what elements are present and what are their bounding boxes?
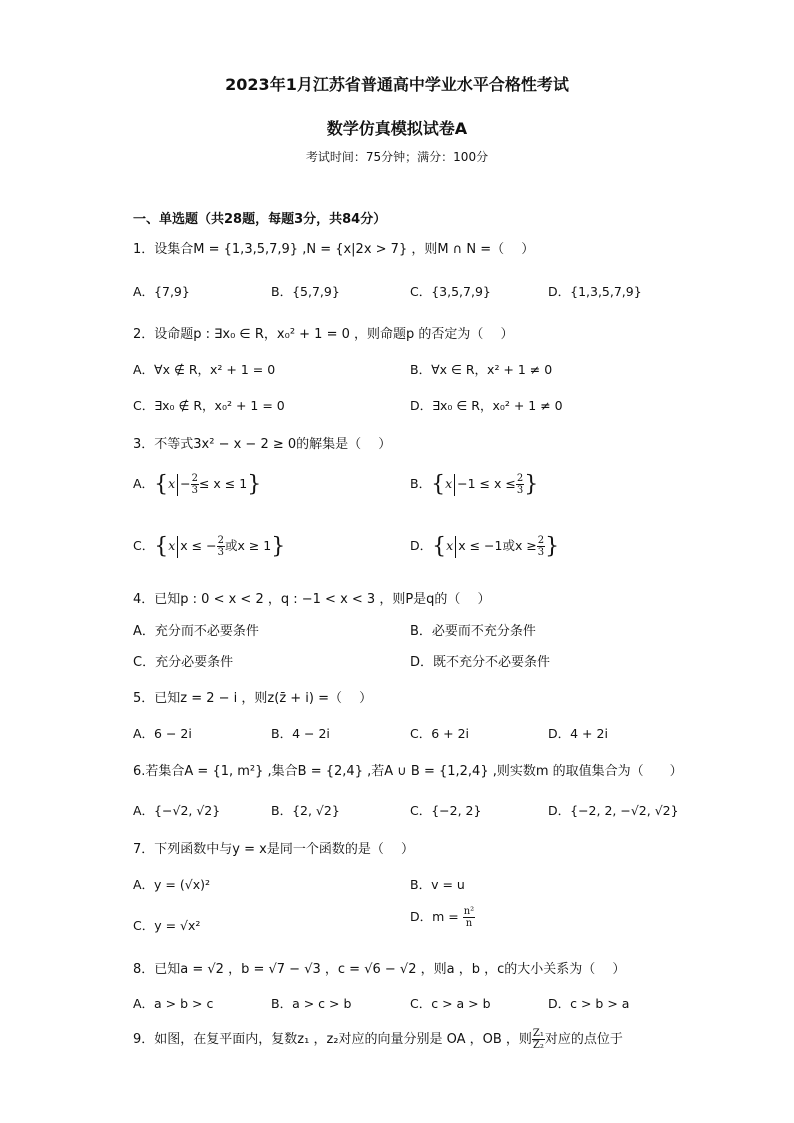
- question-3-stem: 3．不等式3x² − x − 2 ≥ 0的解集是（ ）: [133, 437, 392, 452]
- option-label: D．m =: [410, 909, 459, 924]
- question-6-option-d: D．{−2, 2, −√2, √2}: [548, 803, 679, 818]
- question-7-stem: 7．下列函数中与y = x是同一个函数的是（ ）: [133, 842, 414, 857]
- set-condition-pre: −: [180, 476, 191, 491]
- set-condition-pre: −1 ≤ x ≤: [457, 476, 516, 491]
- question-1-option-a: A．{7,9}: [133, 284, 190, 299]
- question-5-option-b: B．4 − 2i: [271, 726, 330, 741]
- question-2-option-d: D．∃x₀ ∈ R，x₀² + 1 ≠ 0: [410, 398, 563, 413]
- question-2-option-a: A．∀x ∉ R，x² + 1 = 0: [133, 362, 276, 377]
- exam-info: 考试时间：75分钟；满分：100分: [305, 150, 489, 164]
- question-4-stem: 4．已知p : 0 < x < 2 ，q : −1 < x < 3 ，则P是q的（ ）: [133, 592, 491, 607]
- option-label: D．: [410, 538, 433, 553]
- question-4-option-c: C．充分必要条件: [133, 655, 234, 670]
- option-label: B．: [410, 476, 432, 491]
- question-9-stem: [133, 1028, 623, 1051]
- question-3-option-c: C．{x x ≤ − $\frac{2}{3}$ 或x ≥ 1}: [133, 534, 286, 559]
- question-2-option-c: C．∃x₀ ∉ R，x₀² + 1 = 0: [133, 398, 285, 413]
- question-3-option-d: D．{x x ≤ −1或x ≥ $\frac{2}{3}$ }: [410, 534, 560, 559]
- question-5-stem: 5．已知z = 2 − i ，则z(z̄ + i) =（ ）: [133, 691, 373, 706]
- fraction: $\frac{2}{3}$: [217, 535, 224, 558]
- set-variable: x: [168, 538, 176, 553]
- question-8-option-b: B．a > c > b: [271, 996, 352, 1011]
- question-3-option-a: A．{x − $\frac{2}{3}$ ≤ x ≤ 1}: [133, 472, 262, 497]
- question-4-option-b: B．必要而不充分条件: [410, 624, 536, 639]
- question-8-option-c: C．c > a > b: [410, 996, 491, 1011]
- question-5-option-d: D．4 + 2i: [548, 726, 608, 741]
- question-8-option-a: A．a > b > c: [133, 996, 214, 1011]
- fraction: $\frac{2}{3}$: [191, 473, 198, 496]
- question-9-stem-pre: 9．如图，在复平面内，复数z₁ ，z₂对应的向量分别是 OA ，OB ，则: [133, 1032, 532, 1047]
- fraction: $\frac{\text{Z₁}}{\text{Z₂}}$: [532, 1028, 544, 1051]
- question-2-option-b: B．∀x ∈ R，x² + 1 ≠ 0: [410, 362, 553, 377]
- option-label: A．: [133, 476, 155, 491]
- question-5-option-a: A．6 − 2i: [133, 726, 192, 741]
- section-heading: 一、单选题（共28题，每题3分，共84分）: [133, 212, 387, 227]
- question-6-stem: 6.若集合A = {1, m²} ,集合B = {2,4} ,若A ∪ B = {1,2,4} ,则实数m 的取值集合为（ ）: [133, 764, 683, 779]
- question-7-option-c: C．y = √x²: [133, 918, 201, 933]
- question-1-option-d: D．{1,3,5,7,9}: [548, 284, 642, 299]
- question-3-option-b: B．{x −1 ≤ x ≤ $\frac{2}{3}$ }: [410, 472, 539, 497]
- paper-title: 数学仿真模拟试卷A: [326, 119, 468, 138]
- option-label: C．: [133, 538, 155, 553]
- question-5-option-c: C．6 + 2i: [410, 726, 470, 741]
- question-6-option-a: A．{−√2, √2}: [133, 803, 221, 818]
- question-1-option-c: C．{3,5,7,9}: [410, 284, 491, 299]
- fraction: $\frac{2}{3}$: [516, 473, 524, 496]
- question-2-stem: 2．设命题p : ∃x₀ ∈ R，x₀² + 1 = 0 ，则命题p 的否定为（ ）: [133, 327, 514, 342]
- question-4-option-a: A．充分而不必要条件: [133, 624, 259, 639]
- fraction: $\frac{2}{3}$: [537, 535, 545, 558]
- set-condition-pre: x ≤ −1或x ≥: [458, 538, 537, 553]
- question-6-option-c: C．{−2, 2}: [410, 803, 482, 818]
- question-1-stem: 1．设集合M = {1,3,5,7,9} ,N = {x|2x > 7} ，则M ∩ N =（ ）: [133, 242, 535, 257]
- question-1-option-b: B．{5,7,9}: [271, 284, 340, 299]
- question-9-stem-post: 对应的点位于: [544, 1032, 623, 1047]
- question-7-option-b: B．v = u: [410, 877, 465, 892]
- question-8-option-d: D．c > b > a: [548, 996, 630, 1011]
- set-condition-pre: x ≤ −: [180, 538, 217, 553]
- question-4-option-d: D．既不充分不必要条件: [410, 655, 551, 670]
- question-6-option-b: B．{2, √2}: [271, 803, 340, 818]
- set-variable: x: [445, 476, 453, 491]
- set-variable: x: [168, 476, 176, 491]
- question-7-option-d: [410, 906, 475, 929]
- question-7-option-a: A．y = (√x)²: [133, 877, 210, 892]
- exam-title: 2023年1月江苏省普通高中学业水平合格性考试: [225, 75, 569, 94]
- set-condition-post: ≤ x ≤ 1: [198, 476, 248, 491]
- set-condition-post: 或x ≥ 1: [224, 538, 272, 553]
- fraction: $\frac{\text{n²}}{n}$: [463, 906, 475, 929]
- set-variable: x: [446, 538, 454, 553]
- question-8-stem: 8．已知a = √2 ，b = √7 − √3 ，c = √6 − √2 ，则a ，b ，c的大小关系为（ ）: [133, 962, 626, 977]
